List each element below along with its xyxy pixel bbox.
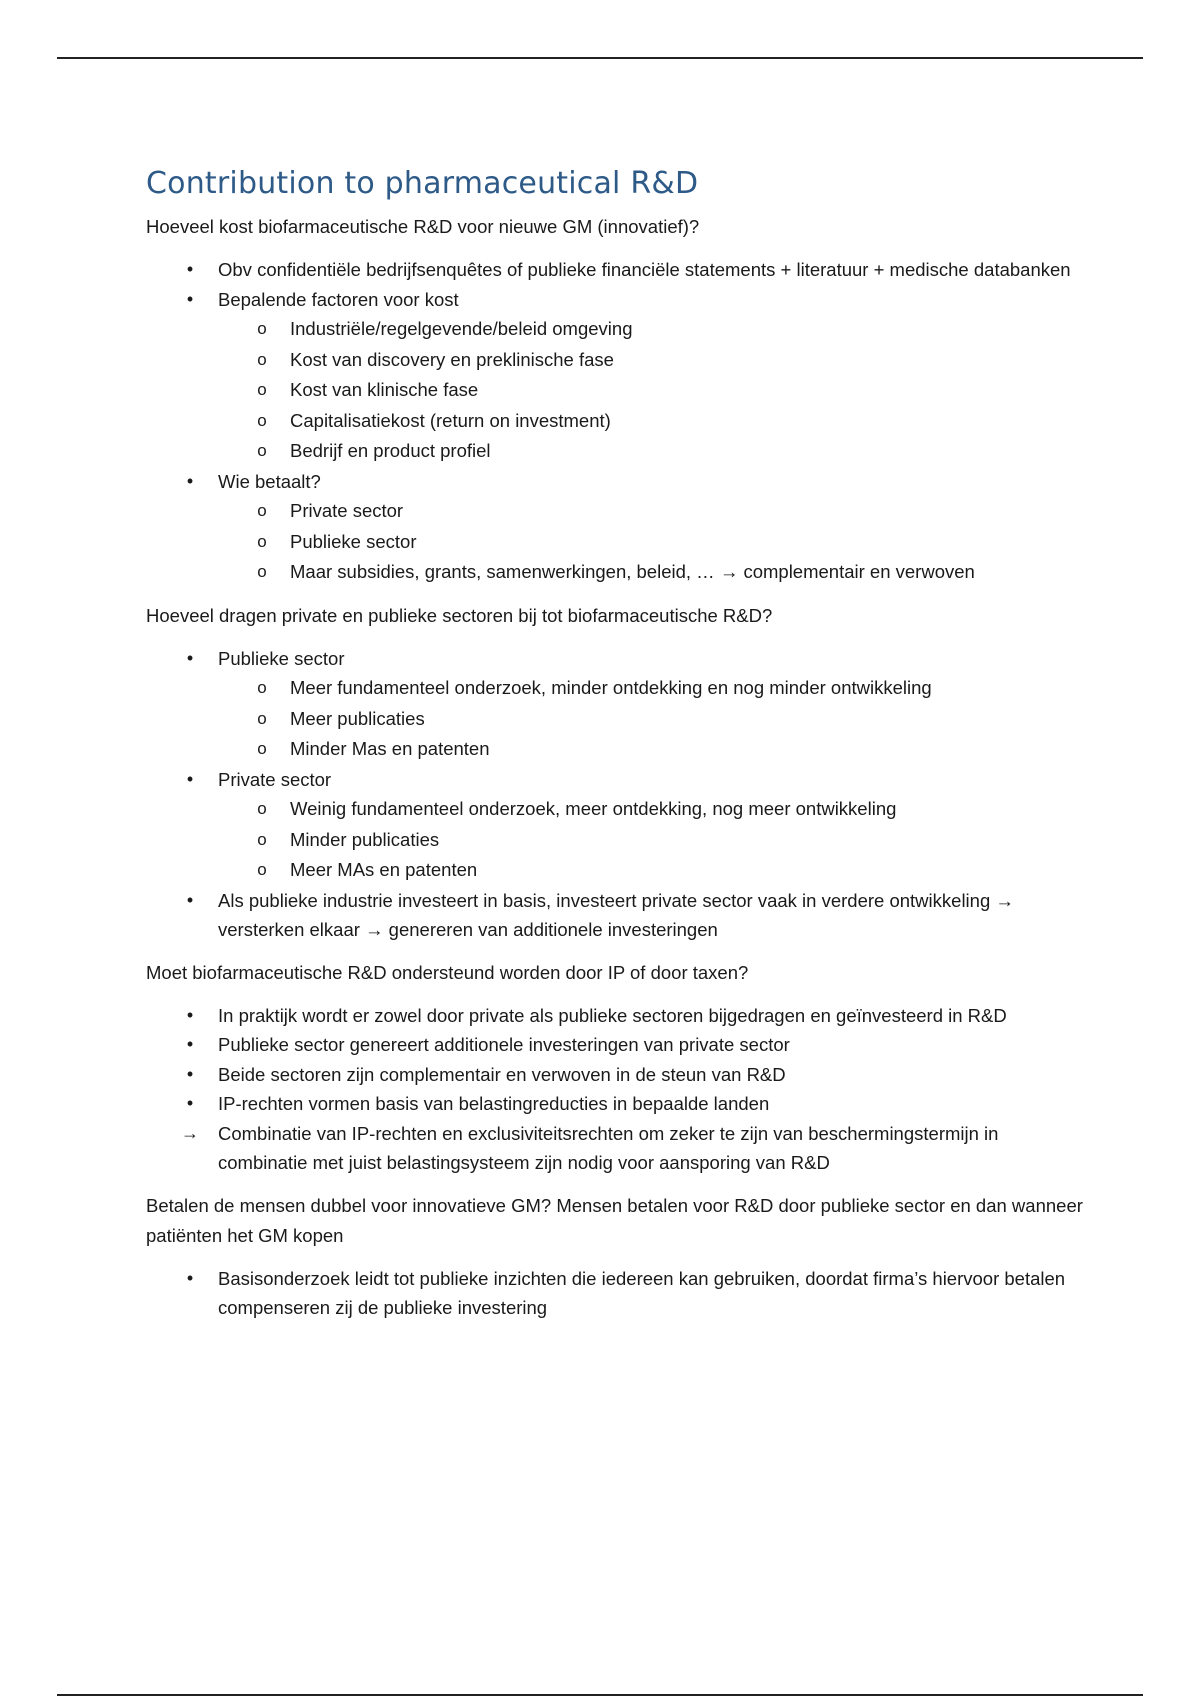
section-question: Moet biofarmaceutische R&D ondersteund worden door IP of door taxen? xyxy=(146,961,749,983)
sub-list-item-text: Weinig fundamenteel onderzoek, meer ontdekking, nog meer ontwikkeling xyxy=(290,798,897,819)
circle-bullet-icon: o xyxy=(257,501,267,520)
circle-bullet-icon: o xyxy=(257,531,267,551)
sub-list-item xyxy=(218,436,1086,467)
sub-list-item xyxy=(218,734,1086,765)
list-item-text: Publieke sector genereert additionele investeringen van private sector xyxy=(218,1034,790,1055)
sub-list xyxy=(218,314,1086,467)
bullet-icon: • xyxy=(186,768,194,789)
list-item xyxy=(146,1264,1086,1323)
list-item xyxy=(146,1030,1086,1060)
list-item-text: Basisonderzoek leidt tot publieke inzichten die iedereen kan gebruiken, doordat firma’s hiervoor betalen compenseren zij de publieke investering xyxy=(218,1267,1066,1318)
arrow-bullet-icon: → xyxy=(181,1122,199,1143)
list-item-text: Obv confidentiële bedrijfsenquêtes of publieke financiële statements + literatuur + medische databanken xyxy=(218,259,1071,280)
circle-bullet-icon: o xyxy=(257,829,267,849)
bullet-icon: • xyxy=(186,259,194,279)
bullet-icon: • xyxy=(186,647,194,668)
circle-bullet-icon: o xyxy=(257,410,267,430)
list-item-text: Publieke sector xyxy=(218,647,345,669)
list-item xyxy=(146,1089,1086,1119)
sub-list-item-text: Maar subsidies, grants, samenwerkingen, beleid, … → complementair en verwoven xyxy=(290,561,975,582)
circle-bullet-icon: o xyxy=(257,349,267,369)
sub-list xyxy=(218,673,1086,765)
circle-bullet-icon: o xyxy=(257,860,267,879)
sub-list-item-text: Capitalisatiekost (return on investment) xyxy=(290,409,611,431)
sub-list-item-text: Meer fundamenteel onderzoek, minder ontdekking en nog minder ontwikkeling xyxy=(290,677,932,698)
circle-bullet-icon: o xyxy=(257,319,267,338)
sub-list-item xyxy=(218,345,1086,376)
bullet-icon: • xyxy=(186,1034,194,1054)
list-item xyxy=(146,1001,1086,1031)
page-title: Contribution to pharmaceutical R&D xyxy=(146,166,699,201)
list-item xyxy=(146,467,1086,588)
sub-list-item xyxy=(218,825,1086,856)
bullet-list xyxy=(146,644,1086,945)
bullet-icon: • xyxy=(186,1267,194,1288)
circle-bullet-icon: o xyxy=(257,678,267,697)
sub-list-item-text: Minder publicaties xyxy=(290,828,440,850)
list-item-text: IP-rechten vormen basis van belastingreducties in bepaalde landen xyxy=(218,1093,770,1114)
sub-list-item-text: Minder Mas en patenten xyxy=(290,738,490,759)
circle-bullet-icon: o xyxy=(257,562,267,581)
sub-list-item xyxy=(218,794,1086,825)
sub-list-item-text: Publieke sector xyxy=(290,530,417,552)
list-item-text: Wie betaalt? xyxy=(218,470,321,492)
list-item xyxy=(146,1119,1086,1178)
list-item xyxy=(146,1060,1086,1090)
sub-list-item-text: Meer MAs en patenten xyxy=(290,859,478,880)
sub-list-item xyxy=(218,314,1086,345)
sub-list-item xyxy=(218,375,1086,406)
section-question: Hoeveel dragen private en publieke sectoren bij tot biofarmaceutische R&D? xyxy=(146,604,773,626)
sub-list-item-text: Bedrijf en product profiel xyxy=(290,440,491,461)
sub-list xyxy=(218,794,1086,886)
header-rule xyxy=(57,57,1143,59)
sub-list-item xyxy=(218,704,1086,735)
bullet-icon: • xyxy=(186,1004,194,1025)
list-item xyxy=(146,255,1086,285)
document-body xyxy=(146,164,1086,1336)
circle-bullet-icon: o xyxy=(257,739,267,758)
footer-rule xyxy=(57,1694,1143,1696)
bullet-icon: • xyxy=(186,288,194,309)
list-item-text: Bepalende factoren voor kost xyxy=(218,288,459,310)
sub-list-item xyxy=(218,673,1086,704)
list-item xyxy=(146,285,1086,467)
bullet-icon: • xyxy=(186,1063,194,1084)
list-item-text: Beide sectoren zijn complementair en verwoven in de steun van R&D xyxy=(218,1063,786,1085)
list-item xyxy=(146,644,1086,765)
list-item xyxy=(146,886,1086,945)
sub-list-item xyxy=(218,527,1086,558)
sub-list-item xyxy=(218,496,1086,527)
bullet-list xyxy=(146,255,1086,588)
list-item-text: Combinatie van IP-rechten en exclusiviteitsrechten om zeker te zijn van beschermingstermijn in combinatie met juist belastingsysteem zijn nodig voor aansporing van R&D xyxy=(218,1122,999,1173)
sub-list-item-text: Private sector xyxy=(290,500,404,521)
bullet-list xyxy=(146,1001,1086,1178)
sub-list xyxy=(218,496,1086,588)
sub-list-item-text: Meer publicaties xyxy=(290,707,425,729)
sub-list-item-text: Industriële/regelgevende/beleid omgeving xyxy=(290,318,633,339)
circle-bullet-icon: o xyxy=(257,799,267,818)
circle-bullet-icon: o xyxy=(257,380,267,399)
list-item-text: Als publieke industrie investeert in basis, investeert private sector vaak in verdere ontwikkeling → versterken elkaar → genereren van additionele investeringen xyxy=(218,889,1014,940)
sub-list-item xyxy=(218,855,1086,886)
section-question: Betalen de mensen dubbel voor innovatieve GM? Mensen betalen voor R&D door publieke sector en dan wanneer patiënten het GM kopen xyxy=(146,1194,1083,1246)
list-item xyxy=(146,765,1086,886)
list-item-text: In praktijk wordt er zowel door private als publieke sectoren bijgedragen en geïnvesteerd in R&D xyxy=(218,1004,1007,1026)
sub-list-item-text: Kost van klinische fase xyxy=(290,379,479,400)
sub-list-item xyxy=(218,406,1086,437)
bullet-list xyxy=(146,1264,1086,1323)
sub-list-item xyxy=(218,557,1086,588)
list-item-text: Private sector xyxy=(218,768,332,790)
circle-bullet-icon: o xyxy=(257,441,267,460)
sub-list-item-text: Kost van discovery en preklinische fase xyxy=(290,348,614,370)
circle-bullet-icon: o xyxy=(257,708,267,728)
bullet-icon: • xyxy=(186,470,194,491)
section-question: Hoeveel kost biofarmaceutische R&D voor nieuwe GM (innovatief)? xyxy=(146,216,700,237)
bullet-icon: • xyxy=(186,889,194,910)
bullet-icon: • xyxy=(186,1093,194,1113)
